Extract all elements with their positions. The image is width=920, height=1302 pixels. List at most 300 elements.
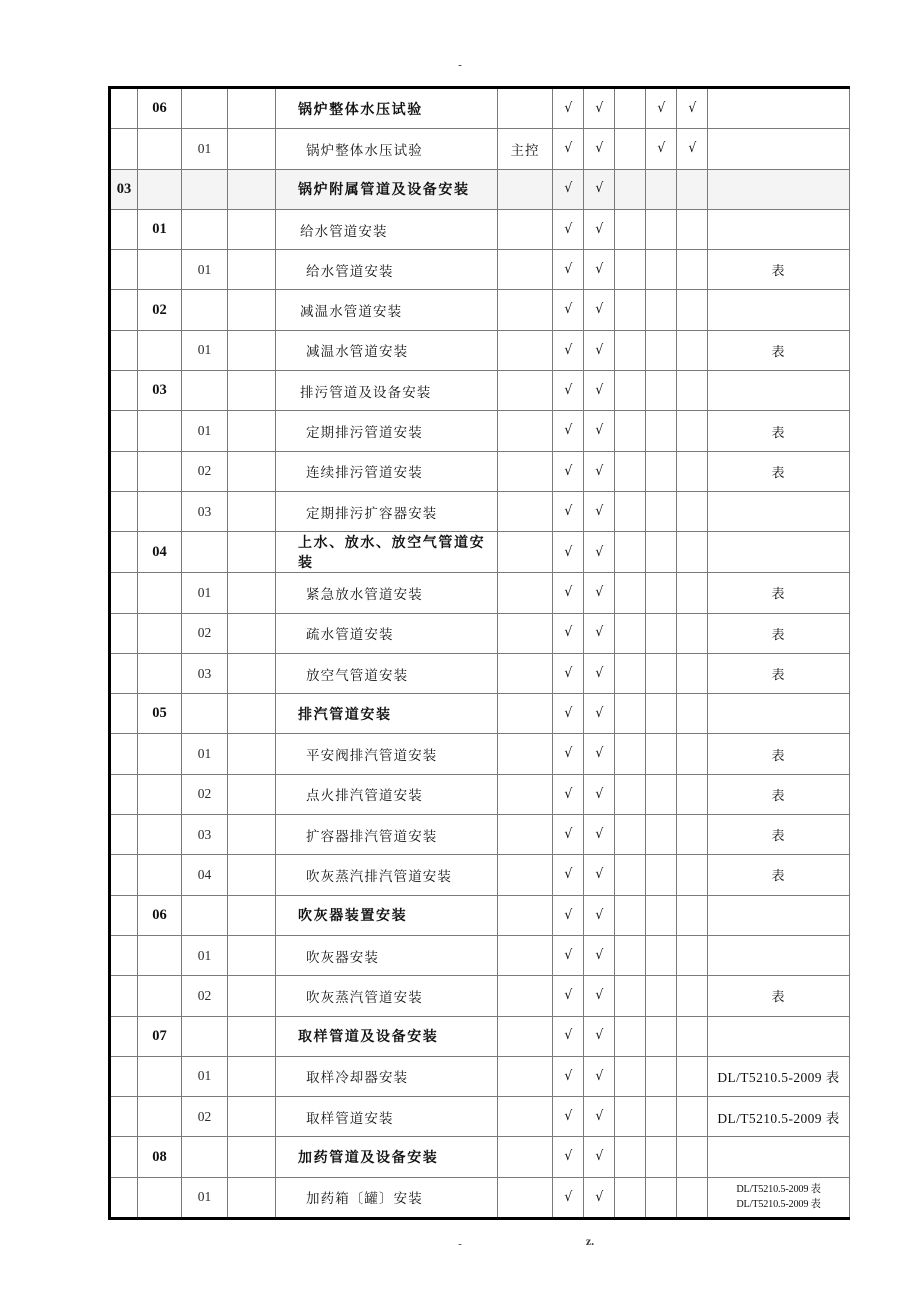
cell-level1-code — [110, 532, 138, 573]
table-body — [110, 88, 850, 1219]
cell-level3-code: 01 — [182, 129, 228, 169]
cell-level1-code — [110, 613, 138, 653]
cell-check-empty — [615, 411, 646, 451]
cell-control-level — [498, 209, 553, 249]
cell-check-empty — [677, 250, 708, 290]
cell-level1-code — [110, 774, 138, 814]
cell-level1-code — [110, 1177, 138, 1218]
cell-level3-code: 01 — [182, 1177, 228, 1218]
cell-level2-code: 03 — [138, 371, 182, 411]
cell-standard-reference — [708, 88, 850, 129]
cell-item-name: 锅炉附属管道及设备安装 — [276, 169, 498, 209]
cell-level2-code: 08 — [138, 1137, 182, 1177]
cell-control-level — [498, 1137, 553, 1177]
cell-level4-code — [228, 1137, 276, 1177]
cell-check-empty — [677, 1137, 708, 1177]
cell-item-name: 排污管道及设备安装 — [276, 371, 498, 411]
cell-check-empty — [646, 330, 677, 370]
cell-control-level — [498, 330, 553, 370]
cell-level1-code — [110, 1016, 138, 1056]
cell-check-empty — [677, 290, 708, 330]
cell-check-empty — [615, 694, 646, 734]
cell-item-name: 取样冷却器安装 — [276, 1056, 498, 1096]
table-row — [110, 290, 850, 330]
cell-level4-code — [228, 694, 276, 734]
cell-control-level — [498, 694, 553, 734]
cell-standard-reference — [708, 895, 850, 935]
cell-level2-code — [138, 330, 182, 370]
check-mark-icon: √ — [584, 250, 615, 290]
table-row — [110, 573, 850, 613]
check-mark-icon: √ — [584, 1056, 615, 1096]
cell-check-empty — [646, 1097, 677, 1137]
check-mark-icon: √ — [584, 129, 615, 169]
cell-level2-code — [138, 451, 182, 491]
check-mark-icon: √ — [553, 855, 584, 895]
cell-level1-code — [110, 935, 138, 975]
cell-standard-reference — [708, 290, 850, 330]
check-mark-icon: √ — [553, 411, 584, 451]
cell-standard-reference — [708, 169, 850, 209]
check-mark-icon: √ — [553, 330, 584, 370]
table-row — [110, 815, 850, 855]
cell-level1-code — [110, 815, 138, 855]
cell-check-empty — [615, 209, 646, 249]
cell-check-empty — [677, 694, 708, 734]
table-row — [110, 491, 850, 531]
cell-check-empty — [646, 694, 677, 734]
cell-check-empty — [615, 451, 646, 491]
cell-item-name: 给水管道安装 — [276, 250, 498, 290]
cell-control-level — [498, 976, 553, 1016]
cell-standard-reference: 表 — [708, 855, 850, 895]
cell-level2-code — [138, 1097, 182, 1137]
cell-item-name: 取样管道安装 — [276, 1097, 498, 1137]
table-row — [110, 613, 850, 653]
check-mark-icon: √ — [584, 1137, 615, 1177]
cell-item-name: 紧急放水管道安装 — [276, 573, 498, 613]
cell-item-name: 锅炉整体水压试验 — [276, 129, 498, 169]
cell-level1-code — [110, 371, 138, 411]
check-mark-icon: √ — [553, 694, 584, 734]
cell-level4-code — [228, 532, 276, 573]
cell-level1-code — [110, 330, 138, 370]
cell-level1-code — [110, 1056, 138, 1096]
table-row — [110, 935, 850, 975]
table-row — [110, 1177, 850, 1218]
check-mark-icon: √ — [584, 371, 615, 411]
cell-control-level — [498, 451, 553, 491]
cell-level1-code: 03 — [110, 169, 138, 209]
cell-level2-code — [138, 491, 182, 531]
cell-level1-code — [110, 250, 138, 290]
cell-check-empty — [677, 774, 708, 814]
cell-check-empty — [646, 1056, 677, 1096]
cell-control-level — [498, 895, 553, 935]
cell-check-empty — [677, 815, 708, 855]
cell-level1-code — [110, 290, 138, 330]
cell-level1-code — [110, 129, 138, 169]
cell-level4-code — [228, 169, 276, 209]
cell-standard-reference: 表 — [708, 613, 850, 653]
cell-item-name: 排汽管道安装 — [276, 694, 498, 734]
check-mark-icon: √ — [553, 371, 584, 411]
cell-level1-code — [110, 734, 138, 774]
cell-item-name: 减温水管道安装 — [276, 330, 498, 370]
check-mark-icon: √ — [553, 935, 584, 975]
check-mark-icon: √ — [584, 330, 615, 370]
cell-check-empty — [615, 774, 646, 814]
cell-level2-code: 04 — [138, 532, 182, 573]
cell-level2-code — [138, 976, 182, 1016]
cell-control-level — [498, 411, 553, 451]
cell-level4-code — [228, 290, 276, 330]
cell-level3-code: 03 — [182, 653, 228, 693]
cell-control-level — [498, 855, 553, 895]
cell-check-empty — [677, 895, 708, 935]
cell-level4-code — [228, 613, 276, 653]
check-mark-icon: √ — [553, 290, 584, 330]
cell-check-empty — [646, 734, 677, 774]
cell-level4-code — [228, 1177, 276, 1218]
cell-item-name: 定期排污管道安装 — [276, 411, 498, 451]
check-mark-icon: √ — [584, 491, 615, 531]
cell-control-level — [498, 250, 553, 290]
cell-level3-code: 01 — [182, 250, 228, 290]
cell-check-empty — [615, 935, 646, 975]
cell-check-empty — [615, 491, 646, 531]
cell-level4-code — [228, 209, 276, 249]
cell-level4-code — [228, 653, 276, 693]
cell-level3-code: 01 — [182, 935, 228, 975]
cell-level3-code — [182, 532, 228, 573]
check-mark-icon: √ — [553, 129, 584, 169]
cell-level4-code — [228, 330, 276, 370]
cell-item-name: 加药管道及设备安装 — [276, 1137, 498, 1177]
cell-level4-code — [228, 250, 276, 290]
cell-check-empty — [615, 613, 646, 653]
cell-check-empty — [615, 976, 646, 1016]
cell-standard-reference — [708, 129, 850, 169]
cell-level1-code — [110, 895, 138, 935]
cell-level3-code: 03 — [182, 815, 228, 855]
cell-check-empty — [646, 653, 677, 693]
check-mark-icon: √ — [584, 411, 615, 451]
cell-level4-code — [228, 774, 276, 814]
cell-level3-code: 01 — [182, 1056, 228, 1096]
check-mark-icon: √ — [646, 129, 677, 169]
cell-check-empty — [646, 774, 677, 814]
cell-level3-code: 01 — [182, 734, 228, 774]
cell-standard-reference — [708, 935, 850, 975]
cell-level1-code — [110, 209, 138, 249]
cell-check-empty — [677, 1177, 708, 1218]
cell-control-level — [498, 169, 553, 209]
check-mark-icon: √ — [584, 613, 615, 653]
cell-level2-code: 05 — [138, 694, 182, 734]
table-row — [110, 1137, 850, 1177]
cell-check-empty — [615, 855, 646, 895]
cell-level4-code — [228, 88, 276, 129]
cell-check-empty — [646, 411, 677, 451]
cell-level3-code: 02 — [182, 451, 228, 491]
cell-level3-code: 01 — [182, 411, 228, 451]
cell-level2-code — [138, 169, 182, 209]
cell-check-empty — [677, 491, 708, 531]
cell-level4-code — [228, 1016, 276, 1056]
cell-check-empty — [646, 855, 677, 895]
cell-check-empty — [615, 1056, 646, 1096]
check-mark-icon: √ — [584, 694, 615, 734]
cell-level2-code: 07 — [138, 1016, 182, 1056]
check-mark-icon: √ — [584, 532, 615, 573]
cell-check-empty — [615, 290, 646, 330]
check-mark-icon: √ — [584, 209, 615, 249]
check-mark-icon: √ — [584, 935, 615, 975]
cell-level1-code — [110, 1137, 138, 1177]
cell-standard-reference: 表 — [708, 734, 850, 774]
check-mark-icon: √ — [646, 88, 677, 129]
cell-check-empty — [677, 1056, 708, 1096]
cell-level2-code — [138, 250, 182, 290]
cell-check-empty — [646, 371, 677, 411]
cell-item-name: 疏水管道安装 — [276, 613, 498, 653]
page-footer-mark-right: z. — [585, 1234, 595, 1248]
table-row — [110, 209, 850, 249]
cell-level3-code — [182, 895, 228, 935]
cell-level1-code — [110, 855, 138, 895]
cell-level2-code — [138, 734, 182, 774]
cell-control-level — [498, 653, 553, 693]
table-row — [110, 250, 850, 290]
cell-level4-code — [228, 815, 276, 855]
cell-level4-code — [228, 855, 276, 895]
cell-item-name: 吹灰蒸汽管道安装 — [276, 976, 498, 1016]
check-mark-icon: √ — [553, 532, 584, 573]
cell-check-empty — [646, 250, 677, 290]
cell-control-level — [498, 1177, 553, 1218]
cell-level1-code — [110, 451, 138, 491]
table-row — [110, 169, 850, 209]
cell-control-level — [498, 88, 553, 129]
table-row — [110, 774, 850, 814]
cell-level3-code: 02 — [182, 1097, 228, 1137]
cell-standard-reference — [708, 371, 850, 411]
check-mark-icon: √ — [553, 774, 584, 814]
cell-item-name: 定期排污扩容器安装 — [276, 491, 498, 531]
cell-check-empty — [615, 734, 646, 774]
cell-item-name: 减温水管道安装 — [276, 290, 498, 330]
table-row — [110, 451, 850, 491]
cell-level2-code — [138, 613, 182, 653]
check-mark-icon: √ — [584, 169, 615, 209]
cell-check-empty — [615, 330, 646, 370]
cell-standard-reference: 表 — [708, 774, 850, 814]
cell-check-empty — [615, 250, 646, 290]
cell-level1-code — [110, 976, 138, 1016]
cell-level4-code — [228, 1097, 276, 1137]
cell-level3-code — [182, 371, 228, 411]
cell-control-level: 主控 — [498, 129, 553, 169]
cell-control-level — [498, 371, 553, 411]
cell-level2-code: 06 — [138, 895, 182, 935]
cell-level3-code — [182, 209, 228, 249]
cell-standard-reference: DL/T5210.5-2009 表 — [708, 1097, 850, 1137]
cell-level1-code — [110, 88, 138, 129]
cell-level4-code — [228, 451, 276, 491]
check-mark-icon: √ — [677, 88, 708, 129]
cell-check-empty — [677, 451, 708, 491]
cell-check-empty — [677, 935, 708, 975]
inspection-checklist-table-wrapper — [108, 86, 848, 1220]
check-mark-icon: √ — [584, 88, 615, 129]
table-row — [110, 88, 850, 129]
check-mark-icon: √ — [584, 976, 615, 1016]
check-mark-icon: √ — [584, 855, 615, 895]
table-row — [110, 1097, 850, 1137]
cell-check-empty — [646, 815, 677, 855]
cell-check-empty — [677, 532, 708, 573]
cell-control-level — [498, 815, 553, 855]
cell-check-empty — [677, 613, 708, 653]
cell-level3-code — [182, 694, 228, 734]
page-header-mark: - — [458, 59, 462, 71]
cell-standard-reference — [708, 694, 850, 734]
cell-check-empty — [646, 976, 677, 1016]
cell-level3-code — [182, 1016, 228, 1056]
cell-item-name: 取样管道及设备安装 — [276, 1016, 498, 1056]
cell-item-name: 放空气管道安装 — [276, 653, 498, 693]
inspection-checklist-table — [108, 86, 850, 1220]
cell-standard-reference: 表 — [708, 411, 850, 451]
cell-check-empty — [646, 1177, 677, 1218]
cell-level2-code: 06 — [138, 88, 182, 129]
cell-level3-code: 02 — [182, 976, 228, 1016]
cell-standard-reference: 表 — [708, 653, 850, 693]
cell-level3-code: 02 — [182, 774, 228, 814]
cell-level1-code — [110, 491, 138, 531]
cell-check-empty — [646, 1016, 677, 1056]
check-mark-icon: √ — [553, 653, 584, 693]
cell-standard-reference: DL/T5210.5-2009 表 DL/T5210.5-2009 表 — [708, 1177, 850, 1218]
table-row — [110, 129, 850, 169]
cell-control-level — [498, 1056, 553, 1096]
check-mark-icon: √ — [553, 88, 584, 129]
cell-standard-reference: 表 — [708, 250, 850, 290]
cell-level3-code: 02 — [182, 613, 228, 653]
cell-level2-code — [138, 1056, 182, 1096]
check-mark-icon: √ — [553, 209, 584, 249]
cell-level3-code: 03 — [182, 491, 228, 531]
cell-control-level — [498, 774, 553, 814]
cell-check-empty — [615, 1016, 646, 1056]
cell-level2-code — [138, 855, 182, 895]
cell-level3-code: 01 — [182, 330, 228, 370]
check-mark-icon: √ — [553, 491, 584, 531]
check-mark-icon: √ — [553, 613, 584, 653]
cell-standard-reference: 表 — [708, 330, 850, 370]
cell-check-empty — [646, 613, 677, 653]
cell-check-empty — [677, 330, 708, 370]
cell-check-empty — [677, 209, 708, 249]
cell-check-empty — [677, 169, 708, 209]
table-row — [110, 895, 850, 935]
cell-level1-code — [110, 411, 138, 451]
check-mark-icon: √ — [553, 250, 584, 290]
cell-check-empty — [615, 1137, 646, 1177]
check-mark-icon: √ — [553, 815, 584, 855]
cell-check-empty — [677, 653, 708, 693]
check-mark-icon: √ — [553, 734, 584, 774]
cell-level1-code — [110, 1097, 138, 1137]
cell-standard-reference — [708, 1016, 850, 1056]
cell-level1-code — [110, 694, 138, 734]
check-mark-icon: √ — [584, 734, 615, 774]
cell-level2-code — [138, 774, 182, 814]
cell-standard-reference: DL/T5210.5-2009 表 — [708, 1056, 850, 1096]
check-mark-icon: √ — [584, 774, 615, 814]
cell-level1-code — [110, 573, 138, 613]
cell-check-empty — [615, 88, 646, 129]
cell-check-empty — [615, 371, 646, 411]
cell-control-level — [498, 491, 553, 531]
table-row — [110, 1056, 850, 1096]
check-mark-icon: √ — [553, 1016, 584, 1056]
cell-standard-reference — [708, 491, 850, 531]
check-mark-icon: √ — [553, 1137, 584, 1177]
cell-check-empty — [615, 1097, 646, 1137]
cell-check-empty — [677, 976, 708, 1016]
check-mark-icon: √ — [584, 815, 615, 855]
cell-level4-code — [228, 734, 276, 774]
cell-check-empty — [615, 129, 646, 169]
cell-level4-code — [228, 491, 276, 531]
cell-level2-code: 01 — [138, 209, 182, 249]
cell-control-level — [498, 935, 553, 975]
cell-standard-reference — [708, 209, 850, 249]
cell-level3-code — [182, 1137, 228, 1177]
cell-level2-code — [138, 573, 182, 613]
cell-check-empty — [677, 734, 708, 774]
table-row — [110, 411, 850, 451]
cell-level2-code — [138, 411, 182, 451]
cell-check-empty — [646, 895, 677, 935]
cell-check-empty — [677, 371, 708, 411]
cell-check-empty — [646, 1137, 677, 1177]
check-mark-icon: √ — [584, 451, 615, 491]
table-row — [110, 330, 850, 370]
cell-level2-code — [138, 653, 182, 693]
cell-standard-reference: 表 — [708, 976, 850, 1016]
check-mark-icon: √ — [553, 1097, 584, 1137]
cell-check-empty — [677, 573, 708, 613]
cell-level4-code — [228, 371, 276, 411]
cell-check-empty — [615, 895, 646, 935]
cell-check-empty — [677, 1016, 708, 1056]
check-mark-icon: √ — [553, 169, 584, 209]
cell-item-name: 上水、放水、放空气管道安装 — [276, 532, 498, 573]
cell-check-empty — [646, 169, 677, 209]
cell-item-name: 连续排污管道安装 — [276, 451, 498, 491]
check-mark-icon: √ — [553, 895, 584, 935]
check-mark-icon: √ — [584, 1097, 615, 1137]
cell-item-name: 锅炉整体水压试验 — [276, 88, 498, 129]
cell-control-level — [498, 532, 553, 573]
cell-standard-reference: 表 — [708, 815, 850, 855]
check-mark-icon: √ — [584, 1016, 615, 1056]
check-mark-icon: √ — [584, 1177, 615, 1218]
cell-control-level — [498, 1097, 553, 1137]
